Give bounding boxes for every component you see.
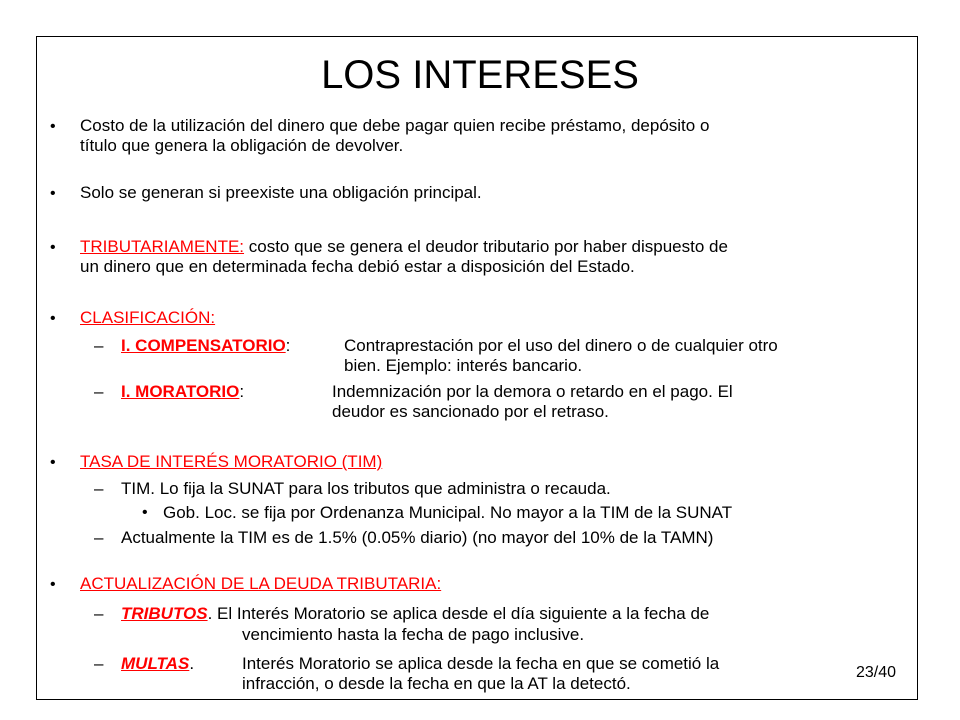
- multas-label: MULTAS: [121, 654, 190, 673]
- bullet-marker: •: [50, 454, 56, 471]
- bullet-marker: •: [50, 118, 56, 135]
- bullet-marker: •: [50, 185, 56, 202]
- dash-marker: –: [94, 528, 104, 547]
- tim-sub-2: Actualmente la TIM es de 1.5% (0.05% diario) (no mayor del 10% de la TAMN): [121, 528, 714, 547]
- dash-marker: –: [94, 336, 104, 355]
- moratorio-text: Indemnización por la demora o retardo en el pago. El deudor es sancionado por el retraso.: [332, 382, 733, 421]
- compensatorio-label: I. COMPENSATORIO: [121, 336, 286, 355]
- bullet-3-text: [80, 237, 728, 277]
- moratorio-row: I. MORATORIO:: [121, 382, 245, 401]
- bullet-marker: •: [50, 239, 56, 256]
- tributos-label: TRIBUTOS: [121, 604, 208, 623]
- compensatorio-text: Contraprestación por el uso del dinero o de cualquier otro bien. Ejemplo: interés bancario.: [344, 336, 778, 375]
- dash-marker: –: [94, 604, 104, 623]
- bullet-2-text: Solo se generan si preexiste una obligación principal.: [80, 183, 482, 202]
- actualizacion-label: ACTUALIZACIÓN DE LA DEUDA TRIBUTARIA:: [80, 574, 442, 593]
- page-number: 23/40: [856, 664, 897, 681]
- bullet-3-line-2: un dinero que en determinada fecha debió estar a disposición del Estado.: [80, 257, 635, 276]
- tributos-row: TRIBUTOS. El Interés Moratorio se aplica desde el día siguiente a la fecha de: [121, 604, 710, 623]
- bullet-marker: •: [142, 504, 148, 521]
- bullet-1-line-1: Costo de la utilización del dinero que debe pagar quien recibe préstamo, depósito o: [80, 116, 710, 135]
- multas-text: Interés Moratorio se aplica desde la fecha en que se cometió la infracción, o desde la fecha en que la AT la detectó.: [242, 654, 720, 693]
- clasificacion-label: CLASIFICACIÓN:: [80, 308, 216, 327]
- dash-marker: –: [94, 382, 104, 401]
- tributos-line-2: vencimiento hasta la fecha de pago inclusive.: [242, 625, 585, 644]
- dash-marker: –: [94, 654, 104, 673]
- bullet-3-line-1: costo que se genera el deudor tributario por haber dispuesto de: [244, 237, 728, 256]
- tributariamente-label: TRIBUTARIAMENTE:: [80, 237, 245, 256]
- compensatorio-row: I. COMPENSATORIO:: [121, 336, 291, 355]
- bullet-marker: •: [50, 310, 56, 327]
- dash-marker: –: [94, 479, 104, 498]
- tim-sub-1-bullet: Gob. Loc. se fija por Ordenanza Municipal. No mayor a la TIM de la SUNAT: [163, 503, 733, 522]
- moratorio-label: I. MORATORIO: [121, 382, 240, 401]
- bullet-1-line-2: título que genera la obligación de devolver.: [80, 136, 404, 155]
- bullet-marker: •: [50, 576, 56, 593]
- tim-sub-1: TIM. Lo fija la SUNAT para los tributos que administra o recauda.: [121, 479, 611, 498]
- slide-title: LOS INTERESES: [321, 53, 639, 97]
- bullet-1-text: [80, 116, 709, 156]
- multas-row: MULTAS.: [121, 654, 195, 673]
- tim-label: TASA DE INTERÉS MORATORIO (TIM): [80, 452, 383, 471]
